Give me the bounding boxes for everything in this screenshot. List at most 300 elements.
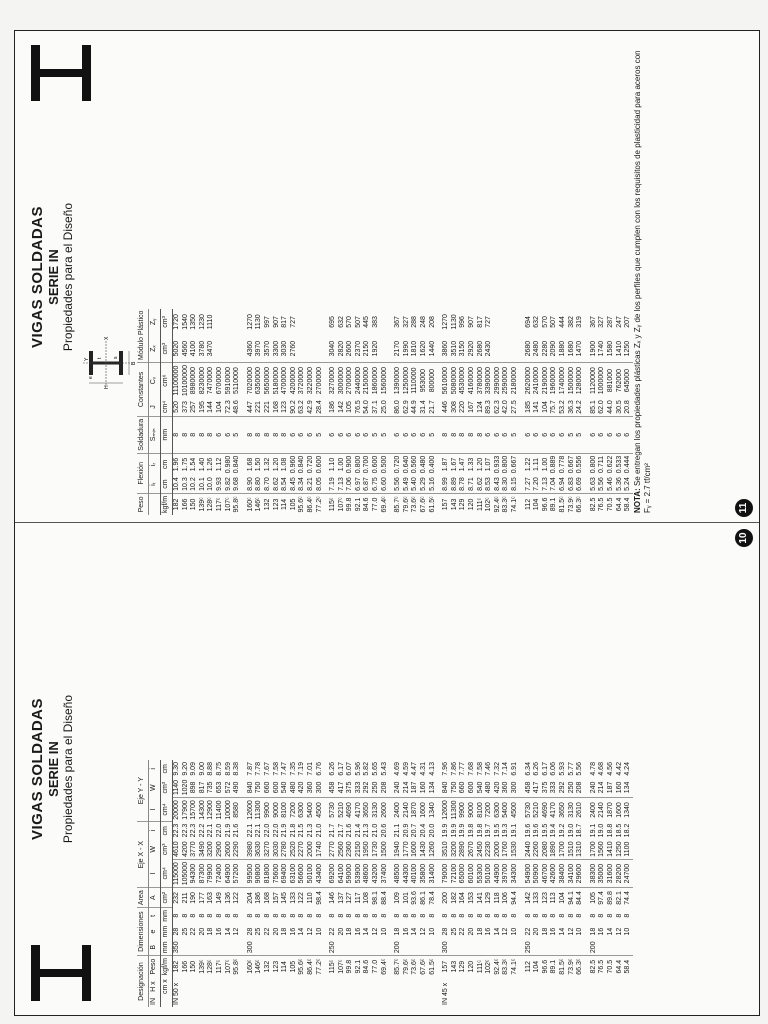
- value-cell: 1.20: [272, 457, 280, 472]
- value-cell: 14: [606, 927, 614, 936]
- page-left: [15, 522, 759, 1015]
- value-cell: 99500: [242, 859, 256, 887]
- group-header-area: Area: [137, 888, 149, 908]
- table-row: [520, 760, 534, 1007]
- value-cell: 0.720: [306, 455, 314, 474]
- value-cell: 0.800: [589, 455, 597, 474]
- value-cell: 22.0: [263, 823, 271, 838]
- weight-cell: 107ᶜ: [224, 959, 232, 974]
- value-cell: 22: [190, 927, 198, 936]
- value-cell: 61.5ᶜ: [428, 496, 436, 513]
- value-cell: 3000000: [337, 366, 345, 395]
- value-cell: 5210: [337, 802, 345, 818]
- table-row: [264, 760, 273, 1007]
- value-cell: 2520: [290, 839, 299, 859]
- value-cell: 15700: [190, 800, 198, 820]
- value-cell: 8: [329, 913, 337, 918]
- value-cell: 46700: [542, 859, 551, 887]
- value-cell: 128ᶜ: [207, 497, 215, 512]
- flange-width-cell: [598, 939, 607, 955]
- value-cell: 143: [450, 498, 458, 511]
- value-cell: 881000: [606, 368, 614, 393]
- unit-header: cm⁴: [161, 398, 173, 416]
- value-cell: 5650000: [263, 366, 271, 395]
- value-cell: 220: [459, 398, 468, 416]
- flange-width-cell: [190, 939, 199, 955]
- value-cell: 3270: [264, 839, 273, 859]
- value-cell: 5110000: [233, 367, 241, 394]
- value-cell: 63.2: [298, 398, 307, 416]
- series-label-cell: [485, 977, 494, 1007]
- page-right: [15, 31, 759, 523]
- value-cell: 4.59: [402, 762, 410, 776]
- value-cell: 5.82: [363, 762, 371, 776]
- value-cell: 8.78: [459, 475, 468, 493]
- value-cell: 1920: [372, 335, 381, 362]
- value-cell: 2680: [520, 335, 534, 362]
- value-cell: 0.900: [346, 455, 354, 474]
- value-cell: 5.49: [403, 475, 412, 493]
- value-cell: 8: [624, 913, 632, 918]
- value-cell: 57200: [233, 859, 242, 887]
- value-cell: 76.5: [355, 398, 364, 416]
- value-cell: 83.3ᶜ: [502, 496, 510, 513]
- value-cell: 653: [216, 778, 225, 798]
- column-header: Cᵥ: [149, 363, 161, 399]
- weight-cell: 77.0: [372, 959, 380, 974]
- table-row: [607, 309, 616, 515]
- value-cell: 480: [290, 778, 299, 798]
- value-cell: 8: [402, 913, 410, 918]
- value-cell: 6.83: [568, 475, 577, 493]
- value-cell: 2000: [494, 839, 503, 859]
- flange-width-cell: [225, 939, 234, 955]
- value-cell: 4100: [190, 335, 199, 362]
- value-cell: 997: [263, 316, 271, 328]
- value-cell: 163: [207, 892, 215, 904]
- value-cell: 62.3: [494, 398, 503, 416]
- value-cell: 11100000: [173, 365, 180, 396]
- value-cell: 142: [524, 892, 532, 904]
- value-cell: 4500: [510, 802, 518, 818]
- value-cell: 4.68: [598, 762, 606, 776]
- flange-width-cell: [233, 939, 242, 955]
- value-cell: 2140: [598, 802, 606, 818]
- unit-header: mm: [161, 924, 173, 940]
- flange-width-cell: [290, 939, 299, 955]
- value-cell: 9.93: [216, 475, 225, 493]
- value-cell: 8: [207, 416, 216, 453]
- value-cell: 5.29: [420, 475, 429, 493]
- series-label-cell: [607, 977, 616, 1007]
- value-cell: 2430: [485, 335, 494, 362]
- value-cell: 660: [264, 778, 273, 798]
- value-cell: [381, 335, 390, 362]
- value-cell: 1230: [198, 314, 206, 330]
- value-cell: 6: [298, 416, 307, 453]
- value-cell: 5.36: [616, 475, 625, 493]
- value-cell: 6: [355, 416, 364, 453]
- value-cell: 5.56: [598, 475, 607, 493]
- table-row: [533, 760, 542, 1007]
- value-cell: 1880: [559, 335, 568, 362]
- table-row: [420, 309, 429, 515]
- table-row: [381, 760, 390, 1007]
- value-cell: 204: [246, 892, 254, 904]
- series-label-cell: [233, 977, 242, 1007]
- value-cell: 0.800: [502, 455, 510, 474]
- table-row: [451, 760, 460, 1007]
- value-cell: 6: [225, 416, 234, 453]
- value-cell: 840: [242, 778, 256, 798]
- table-row: [598, 309, 607, 515]
- value-cell: 90.2: [290, 398, 299, 416]
- value-cell: [502, 335, 511, 362]
- flange-width-cell: [502, 939, 511, 955]
- value-cell: 2280: [542, 335, 551, 362]
- flange-width-cell: [298, 939, 307, 955]
- value-cell: 8980000: [190, 366, 198, 395]
- value-cell: 44.0: [607, 398, 616, 416]
- value-cell: 14: [493, 927, 501, 936]
- value-cell: 19.6: [524, 823, 532, 838]
- value-cell: 8: [198, 913, 206, 918]
- value-cell: 1600: [615, 802, 623, 818]
- value-cell: 1390000: [394, 366, 402, 395]
- series-label-cell: [559, 977, 568, 1007]
- table-row: [298, 760, 307, 1007]
- value-cell: 3650: [558, 802, 566, 818]
- column-header: iᵣ: [149, 453, 161, 475]
- value-cell: 21.9: [281, 823, 289, 838]
- value-cell: 9.00: [198, 762, 206, 776]
- value-cell: 5610000: [442, 366, 450, 395]
- page-title: VIGAS SOLDADAS: [29, 698, 46, 841]
- value-cell: 36.3: [568, 398, 577, 416]
- value-cell: 134: [624, 778, 633, 798]
- value-cell: 6300: [298, 802, 306, 818]
- flange-width-cell: 200: [585, 939, 599, 955]
- value-cell: 8.15: [511, 475, 520, 493]
- column-header: B: [149, 939, 161, 955]
- value-cell: 4690: [346, 802, 354, 818]
- value-cell: 2290: [233, 839, 242, 859]
- value-cell: 1990: [403, 335, 412, 362]
- weight-cell: 64.4: [615, 959, 623, 974]
- value-cell: 214: [598, 778, 607, 798]
- value-cell: 8: [598, 913, 606, 918]
- value-cell: 6350000: [255, 366, 263, 395]
- value-cell: 133: [533, 892, 541, 904]
- value-cell: 2440000: [354, 366, 362, 395]
- value-cell: 600: [273, 778, 282, 798]
- value-cell: 2480: [533, 335, 542, 362]
- table-row: [273, 760, 282, 1007]
- value-cell: 10: [428, 927, 436, 936]
- value-cell: 115ᶜ: [329, 497, 337, 512]
- weight-cell: 104: [533, 960, 541, 973]
- value-cell: 288: [411, 316, 419, 328]
- table-row: [494, 760, 503, 1007]
- column-header: I: [149, 798, 161, 822]
- value-cell: 1.11: [533, 457, 541, 472]
- value-cell: 106: [502, 892, 510, 904]
- table-row: [459, 309, 468, 515]
- value-cell: 444: [558, 316, 566, 328]
- series-label-cell: [420, 977, 429, 1007]
- value-cell: 2600: [225, 839, 234, 859]
- flange-width-cell: [281, 939, 290, 955]
- value-cell: 1740000: [558, 366, 566, 395]
- value-cell: 10.2: [190, 475, 199, 493]
- value-cell: 11400: [215, 800, 223, 820]
- value-cell: 21.5: [298, 823, 306, 838]
- value-cell: 6: [559, 416, 568, 453]
- value-cell: 8.53: [485, 475, 494, 493]
- value-cell: 1770: [403, 839, 412, 859]
- flange-width-cell: [307, 939, 316, 955]
- weight-cell: 58.4: [624, 959, 632, 974]
- flange-width-cell: [273, 939, 282, 955]
- value-cell: 4.56: [606, 762, 614, 776]
- table-row: [298, 309, 307, 515]
- unit-header: mm: [161, 908, 173, 924]
- value-cell: 4360: [242, 335, 256, 362]
- value-cell: 28: [246, 927, 254, 936]
- value-cell: 0.622: [606, 455, 614, 474]
- value-cell: 1.26: [207, 457, 215, 472]
- value-cell: 19.2: [558, 823, 566, 838]
- value-cell: 5020: [173, 335, 182, 362]
- weight-cell: 129: [459, 960, 467, 973]
- value-cell: 139ᶜ: [198, 497, 206, 512]
- value-cell: [316, 335, 325, 362]
- value-cell: 42600: [550, 859, 559, 887]
- flange-width-cell: 300: [437, 939, 451, 955]
- value-cell: 5.65: [372, 762, 380, 776]
- weight-cell: 95.6ᶜ: [298, 958, 306, 975]
- value-cell: 75.7: [550, 398, 559, 416]
- group-header-plastic: Módulo Plástico: [137, 309, 149, 363]
- value-cell: 20: [337, 927, 345, 936]
- table-row: [437, 309, 451, 515]
- value-cell: 42.0: [502, 398, 511, 416]
- value-cell: 79900: [207, 859, 216, 887]
- value-cell: 22.3: [190, 823, 198, 838]
- table-row: [316, 760, 325, 1007]
- value-cell: 18.8: [606, 823, 614, 838]
- weight-cell: 92.4ᶜ: [493, 958, 501, 975]
- value-cell: 0.444: [624, 455, 632, 474]
- series-label: SERIE IN: [46, 741, 61, 797]
- value-cell: 6.26: [533, 762, 541, 776]
- value-cell: 0.889: [550, 455, 558, 474]
- value-cell: 1890: [550, 839, 559, 859]
- value-cell: 142: [338, 398, 347, 416]
- value-cell: 8: [550, 913, 558, 918]
- value-cell: 18: [281, 927, 289, 936]
- value-cell: 996: [459, 316, 467, 328]
- weight-cell: 70.5: [606, 959, 614, 974]
- table-row: [307, 760, 316, 1007]
- weight-cell: 84.6: [363, 959, 371, 974]
- value-cell: 6: [338, 416, 347, 453]
- value-cell: 817: [199, 778, 208, 798]
- value-cell: 25: [255, 927, 263, 936]
- value-cell: 10.3: [182, 475, 191, 493]
- column-header: [149, 493, 161, 515]
- value-cell: 9000: [272, 802, 280, 818]
- flange-width-cell: [264, 939, 273, 955]
- value-cell: 2700000: [315, 366, 323, 395]
- value-cell: 5400: [306, 802, 314, 818]
- value-cell: 7.14: [502, 762, 510, 776]
- table-row: [624, 760, 633, 1007]
- catalog-sheet: [14, 30, 760, 1016]
- value-cell: 1250000: [402, 366, 410, 395]
- value-cell: 27.5: [511, 398, 520, 416]
- value-cell: 6: [550, 416, 559, 453]
- value-cell: 22.1: [255, 823, 263, 838]
- value-cell: 1.10: [329, 457, 337, 472]
- value-cell: 5: [511, 416, 520, 453]
- page-title: VIGAS SOLDADAS: [29, 206, 46, 349]
- value-cell: 8.30: [502, 475, 511, 493]
- table-row: [559, 760, 568, 1007]
- value-cell: 507: [354, 316, 362, 328]
- series-label-cell: [624, 977, 633, 1007]
- value-cell: 8: [558, 913, 566, 918]
- flange-width-cell: 350: [173, 939, 182, 955]
- value-cell: 24.2: [576, 398, 585, 416]
- value-cell: 287: [606, 316, 614, 328]
- weight-cell: 105: [289, 960, 297, 973]
- value-cell: 8: [420, 913, 428, 918]
- value-cell: 12: [502, 927, 510, 936]
- value-cell: 0.778: [558, 455, 566, 474]
- value-cell: 85.1: [585, 398, 599, 416]
- page-number: 10: [735, 529, 753, 547]
- table-row: [468, 309, 477, 515]
- series-label-cell: [324, 977, 338, 1007]
- flange-width-cell: [255, 939, 264, 955]
- value-cell: 0.933: [493, 455, 501, 474]
- value-cell: 3720000: [298, 366, 306, 395]
- value-cell: 300: [511, 778, 520, 798]
- column-header: W: [149, 839, 161, 859]
- value-cell: 4200: [182, 839, 191, 859]
- flange-width-cell: [338, 939, 347, 955]
- value-cell: 1310: [576, 839, 585, 859]
- value-cell: 6: [290, 416, 299, 453]
- table-row: [429, 309, 438, 515]
- value-cell: 18: [589, 927, 597, 936]
- value-cell: 507: [550, 316, 558, 328]
- weight-cell: 143: [450, 960, 458, 973]
- table-row: [411, 309, 420, 515]
- value-cell: 4170: [550, 802, 558, 818]
- value-cell: 750: [451, 778, 460, 798]
- table-row: [242, 760, 256, 1007]
- value-cell: 8: [263, 913, 271, 918]
- value-cell: 5910000: [224, 366, 232, 395]
- value-cell: 0.600: [372, 455, 380, 474]
- value-cell: 1680: [568, 335, 577, 362]
- value-cell: 21.3: [363, 823, 371, 838]
- series-label-cell: [468, 977, 477, 1007]
- value-cell: 2700000: [346, 366, 354, 395]
- value-cell: 8: [533, 913, 541, 918]
- value-cell: 1350: [190, 314, 198, 330]
- value-cell: 86.4ᶜ: [306, 496, 314, 513]
- value-cell: [233, 335, 242, 362]
- value-cell: 69.4ᶜ: [380, 496, 388, 513]
- table-row: [324, 760, 338, 1007]
- table-row: [281, 309, 290, 515]
- value-cell: 1340: [624, 802, 632, 818]
- table-row: [233, 309, 242, 515]
- value-cell: 570: [346, 316, 354, 328]
- value-cell: 8: [255, 913, 263, 918]
- value-cell: 2400: [589, 802, 597, 818]
- value-cell: 382: [567, 316, 575, 328]
- value-cell: 93.6: [411, 891, 419, 905]
- value-cell: 447: [242, 398, 256, 416]
- value-cell: 8.80: [255, 475, 264, 493]
- value-cell: 8: [485, 913, 493, 918]
- group-header-designation: Designación: [137, 956, 149, 1007]
- unit-header: mm: [161, 939, 173, 955]
- value-cell: 8: [437, 416, 451, 453]
- value-cell: 69200: [324, 859, 338, 887]
- table-row: [568, 309, 577, 515]
- value-cell: 4160000: [468, 366, 475, 395]
- value-cell: [307, 335, 316, 362]
- value-cell: 105: [346, 398, 355, 416]
- table-row: [550, 309, 559, 515]
- value-cell: 81.5ᶜ: [558, 496, 566, 513]
- table-row: [624, 309, 633, 515]
- value-cell: 8: [541, 913, 549, 918]
- value-cell: 50100: [485, 859, 494, 887]
- series-label-cell: [182, 977, 191, 1007]
- value-cell: 3130: [372, 802, 380, 818]
- value-cell: 2400: [394, 802, 402, 818]
- value-cell: 1870: [606, 802, 614, 818]
- value-cell: 22.1: [207, 823, 215, 838]
- value-cell: 8: [181, 913, 189, 918]
- table-row: [616, 760, 625, 1007]
- value-cell: 221: [264, 398, 273, 416]
- value-cell: 153: [468, 892, 475, 904]
- value-cell: 1760: [502, 839, 511, 859]
- table-row: [420, 760, 429, 1007]
- table-row: [225, 309, 234, 515]
- series-label-cell: [273, 977, 282, 1007]
- value-cell: 2770: [324, 839, 338, 859]
- weight-cell: 150: [190, 960, 198, 973]
- value-cell: 3490: [199, 839, 208, 859]
- value-cell: 7.67: [263, 762, 271, 776]
- series-label-cell: IN 50 x: [173, 982, 180, 1005]
- value-cell: 6.60: [381, 475, 390, 493]
- series-label-cell: [363, 977, 372, 1007]
- value-cell: 187: [607, 778, 616, 798]
- value-cell: 7.96: [442, 762, 450, 776]
- value-cell: 1560000: [380, 366, 388, 395]
- value-cell: 34300: [511, 859, 520, 887]
- value-cell: 660: [459, 778, 468, 798]
